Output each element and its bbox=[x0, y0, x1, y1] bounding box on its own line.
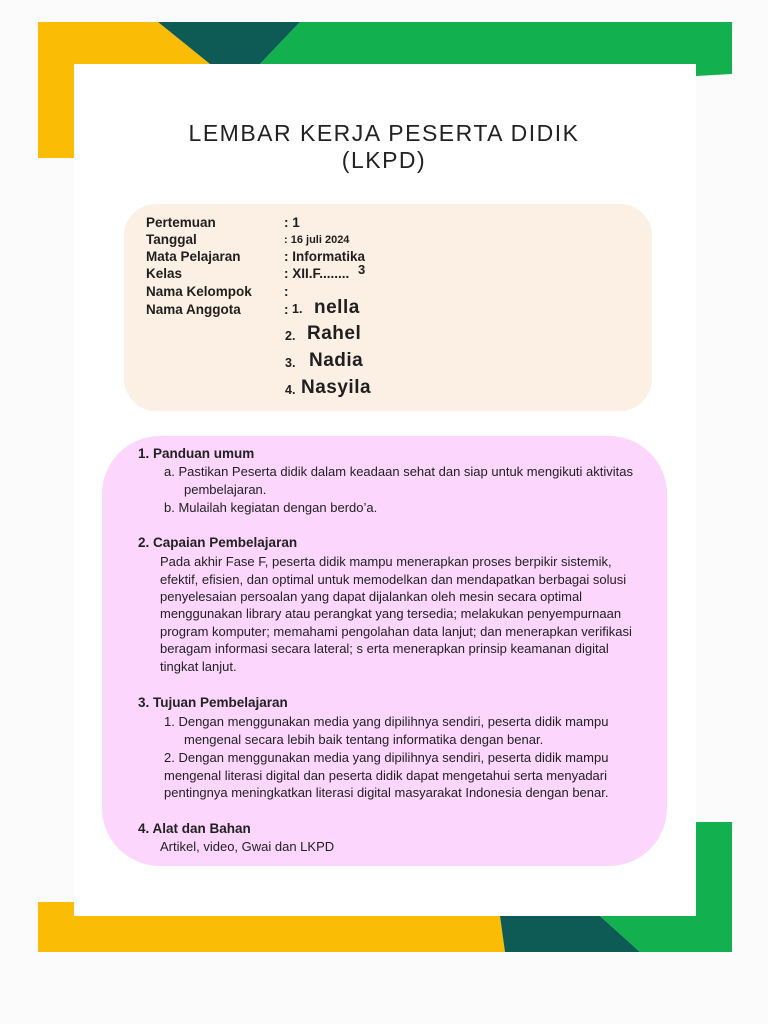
member-name: nella bbox=[314, 297, 360, 318]
field-label: Nama Anggota bbox=[146, 302, 241, 317]
capaian-line: program komputer; memahami pengolahan data lanjut; dan menerapkan verifikasi bbox=[160, 624, 632, 639]
section-heading-panduan: 1. Panduan umum bbox=[138, 446, 255, 461]
member-number: 2. bbox=[285, 329, 296, 343]
field-label: Tanggal bbox=[146, 232, 197, 247]
panduan-item-b: b. Mulailah kegiatan dengan berdo’a. bbox=[164, 500, 378, 515]
title-line-1: LEMBAR KERJA PESERTA DIDIK bbox=[188, 120, 580, 146]
tujuan-item-1: 1. Dengan menggunakan media yang dipilihnya sendiri, peserta didik mampu bbox=[164, 714, 609, 729]
alat-text: Artikel, video, Gwai dan LKPD bbox=[160, 839, 335, 854]
member-number: 4. bbox=[285, 383, 296, 397]
field-label: Kelas bbox=[146, 266, 183, 281]
capaian-line: tingkat lanjut. bbox=[160, 659, 237, 674]
member-name: Nasyila bbox=[301, 377, 372, 398]
capaian-line: Pada akhir Fase F, peserta didik mampu menerapkan proses berpikir sistemik, bbox=[160, 554, 612, 569]
field-label: Pertemuan bbox=[146, 215, 216, 230]
field-value: : 16 juli 2024 bbox=[284, 234, 350, 246]
tujuan-item-1-cont: mengenal secara lebih baik tentang informatika dengan benar. bbox=[184, 732, 544, 747]
capaian-line: efektif, efisien, dan optimal untuk memodelkan dan mendapatkan berbagai solusi bbox=[160, 572, 627, 587]
tujuan-item-2-cont: pentingnya meningkatkan literasi digital masyarakat Indonesia dengan benar. bbox=[164, 785, 609, 800]
capaian-line: menggunakan library atau perangkat yang tersedia; melakukan penyempurnaan bbox=[160, 606, 622, 621]
tujuan-item-2: 2. Dengan menggunakan media yang dipilihnya sendiri, peserta didik mampu bbox=[164, 750, 609, 765]
panduan-item-a-cont: pembelajaran. bbox=[184, 482, 267, 497]
member-name: Nadia bbox=[309, 350, 364, 371]
field-value: : XII.F........ bbox=[284, 266, 350, 281]
field-label: Mata Pelajaran bbox=[146, 249, 241, 264]
panduan-item-a: a. Pastikan Peserta didik dalam keadaan sehat dan siap untuk mengikuti aktivitas bbox=[164, 464, 633, 479]
capaian-line: beragam informasi secara lateral; s erta menerapkan prinsip keamanan digital bbox=[160, 641, 609, 656]
field-value: : Informatika bbox=[284, 249, 366, 264]
section-heading-alat: 4. Alat dan Bahan bbox=[138, 821, 251, 836]
capaian-line: penyelesaian persoalan yang dapat dijalankan oleh mesin secara optimal bbox=[160, 589, 583, 604]
page-title bbox=[0, 120, 768, 174]
field-value: : bbox=[284, 284, 289, 299]
field-value: : 1 bbox=[284, 215, 300, 230]
tujuan-item-2-cont: mengenal literasi digital dan peserta didik dapat mengetahui serta menyadari bbox=[164, 768, 607, 783]
field-label: Nama Kelompok bbox=[146, 284, 252, 299]
section-heading-tujuan: 3. Tujuan Pembelajaran bbox=[138, 695, 288, 710]
section-heading-capaian: 2. Capaian Pembelajaran bbox=[138, 535, 298, 550]
title-line-2: (LKPD) bbox=[341, 147, 427, 173]
member-number: 1. bbox=[292, 302, 303, 316]
member-number: 3. bbox=[285, 356, 296, 370]
field-value: : bbox=[284, 302, 289, 317]
kelas-handwritten-number: 3 bbox=[358, 262, 366, 277]
member-name: Rahel bbox=[307, 323, 362, 344]
